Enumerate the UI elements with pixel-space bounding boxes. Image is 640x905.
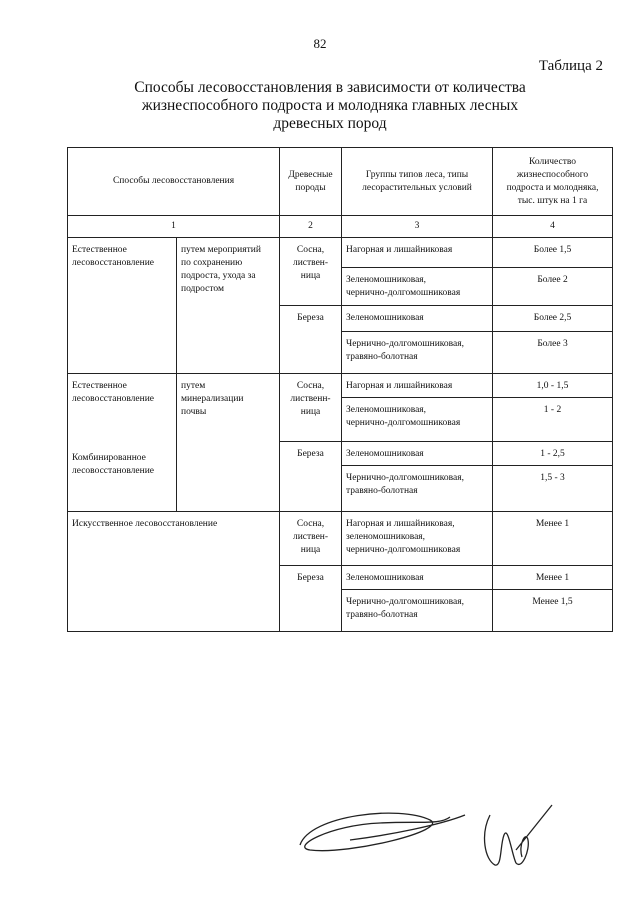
forest-type-line: зеленомошниковая,	[346, 532, 426, 542]
forest-type-line: Нагорная и лишайниковая,	[346, 519, 455, 529]
method-line: Естественное	[72, 381, 127, 391]
forest-type-cell	[342, 306, 493, 332]
table-row	[68, 374, 613, 398]
forest-type-line: Чернично-долгомошниковая,	[346, 473, 464, 483]
method-line: Комбинированное	[72, 453, 146, 463]
species-line: Сосна,	[296, 245, 325, 255]
method-line: Естественное	[72, 245, 127, 255]
quantity-cell: Более 2,5	[493, 306, 613, 332]
forest-type-line: травяно-болотная	[346, 352, 418, 362]
forest-type-line: Зеленомошниковая	[346, 313, 424, 323]
species-cell: Береза	[280, 442, 342, 512]
submethod-line: подроста, ухода за	[181, 271, 256, 281]
species-line: листвен-	[292, 532, 329, 542]
method-line: лесовосстановление	[72, 466, 155, 476]
forest-type-cell	[342, 238, 493, 268]
quantity-cell: 1 - 2,5	[493, 442, 613, 466]
quantity-cell: Менее 1,5	[493, 590, 613, 632]
species-cell: Береза	[280, 306, 342, 374]
quantity-cell: Менее 1	[493, 566, 613, 590]
column-number: 3	[342, 216, 493, 238]
table-header-row	[68, 148, 613, 216]
submethod-line: почвы	[181, 407, 207, 417]
header-line: жизнеспособного	[516, 169, 589, 180]
header-forest-types	[342, 148, 493, 216]
forest-type-cell	[342, 590, 493, 632]
quantity-cell: Более 2	[493, 268, 613, 306]
quantity-cell: 1 - 2	[493, 398, 613, 442]
forest-type-line: Зеленомошниковая	[346, 449, 424, 459]
table-row	[68, 238, 613, 268]
forest-type-cell	[342, 398, 493, 442]
quantity-cell: 1,0 - 1,5	[493, 374, 613, 398]
submethod-line: подростом	[181, 284, 224, 294]
header-line: лесорастительных условий	[362, 182, 472, 193]
submethod-cell	[177, 374, 280, 512]
species-line: Сосна,	[296, 381, 325, 391]
forest-type-line: чернично-долгомошниковая	[346, 418, 461, 428]
forest-type-line: Нагорная и лишайниковая	[346, 381, 453, 391]
handwritten-signature	[290, 795, 590, 885]
method-cell	[68, 374, 177, 512]
header-quantity	[493, 148, 613, 216]
header-species	[280, 148, 342, 216]
method-line: лесовосстановление	[72, 394, 155, 404]
forest-type-cell	[342, 512, 493, 566]
forest-type-cell	[342, 268, 493, 306]
quantity-cell: Более 3	[493, 332, 613, 374]
forest-type-line: Зеленомошниковая	[346, 573, 424, 583]
forest-type-line: Чернично-долгомошниковая,	[346, 339, 464, 349]
species-line: Сосна,	[296, 519, 325, 529]
species-cell: Береза	[280, 566, 342, 632]
submethod-line: по сохранению	[181, 258, 243, 268]
species-line: лиственн-	[290, 394, 331, 404]
header-line: тыс. штук на 1 га	[517, 195, 588, 206]
column-number: 2	[280, 216, 342, 238]
forest-type-cell	[342, 332, 493, 374]
column-number-row	[68, 216, 613, 238]
header-methods: Способы лесовосстановления	[68, 148, 280, 216]
quantity-cell: Более 1,5	[493, 238, 613, 268]
submethod-line: путем	[181, 381, 206, 391]
page-title	[100, 79, 560, 133]
species-cell	[280, 238, 342, 306]
quantity-cell: Менее 1	[493, 512, 613, 566]
column-number: 4	[493, 216, 613, 238]
table-row	[68, 512, 613, 566]
header-line: Группы типов леса, типы	[365, 169, 469, 180]
header-line: Количество	[528, 156, 577, 167]
reforestation-table	[67, 147, 613, 632]
species-cell	[280, 512, 342, 566]
species-line: листвен-	[292, 258, 329, 268]
forest-type-line: Чернично-долгомошниковая,	[346, 597, 464, 607]
header-line: подроста и молодняка,	[506, 182, 599, 193]
forest-type-cell	[342, 442, 493, 466]
header-line: породы	[295, 182, 326, 193]
method-cell: Искусственное лесовосстановление	[68, 512, 280, 632]
forest-type-cell	[342, 374, 493, 398]
submethod-line: минерализации	[181, 394, 244, 404]
column-number: 1	[68, 216, 280, 238]
species-line: ница	[300, 271, 321, 281]
forest-type-line: Нагорная и лишайниковая	[346, 245, 453, 255]
title-line: древесных пород	[273, 115, 387, 132]
species-cell	[280, 374, 342, 442]
species-line: ница	[300, 407, 321, 417]
forest-type-cell	[342, 466, 493, 512]
forest-type-line: Зеленомошниковая,	[346, 275, 427, 285]
quantity-cell: 1,5 - 3	[493, 466, 613, 512]
submethod-line: путем мероприятий	[181, 245, 261, 255]
title-line: Способы лесовосстановления в зависимости от количества	[134, 79, 526, 96]
header-line: Древесные	[288, 169, 333, 180]
forest-type-line: Зеленомошниковая,	[346, 405, 427, 415]
forest-type-line: травяно-болотная	[346, 486, 418, 496]
forest-type-line: травяно-болотная	[346, 610, 418, 620]
method-cell	[68, 238, 177, 374]
table-label: Таблица 2	[538, 58, 603, 74]
page-number: 82	[313, 36, 327, 51]
forest-type-line: чернично-долгомошниковая	[346, 545, 461, 555]
title-line: жизнеспособного подроста и молодняка главных лесных	[141, 97, 519, 114]
method-line: лесовосстановление	[72, 258, 155, 268]
species-line: ница	[300, 545, 321, 555]
forest-type-line: чернично-долгомошниковая	[346, 288, 461, 298]
forest-type-cell	[342, 566, 493, 590]
submethod-cell	[177, 238, 280, 374]
